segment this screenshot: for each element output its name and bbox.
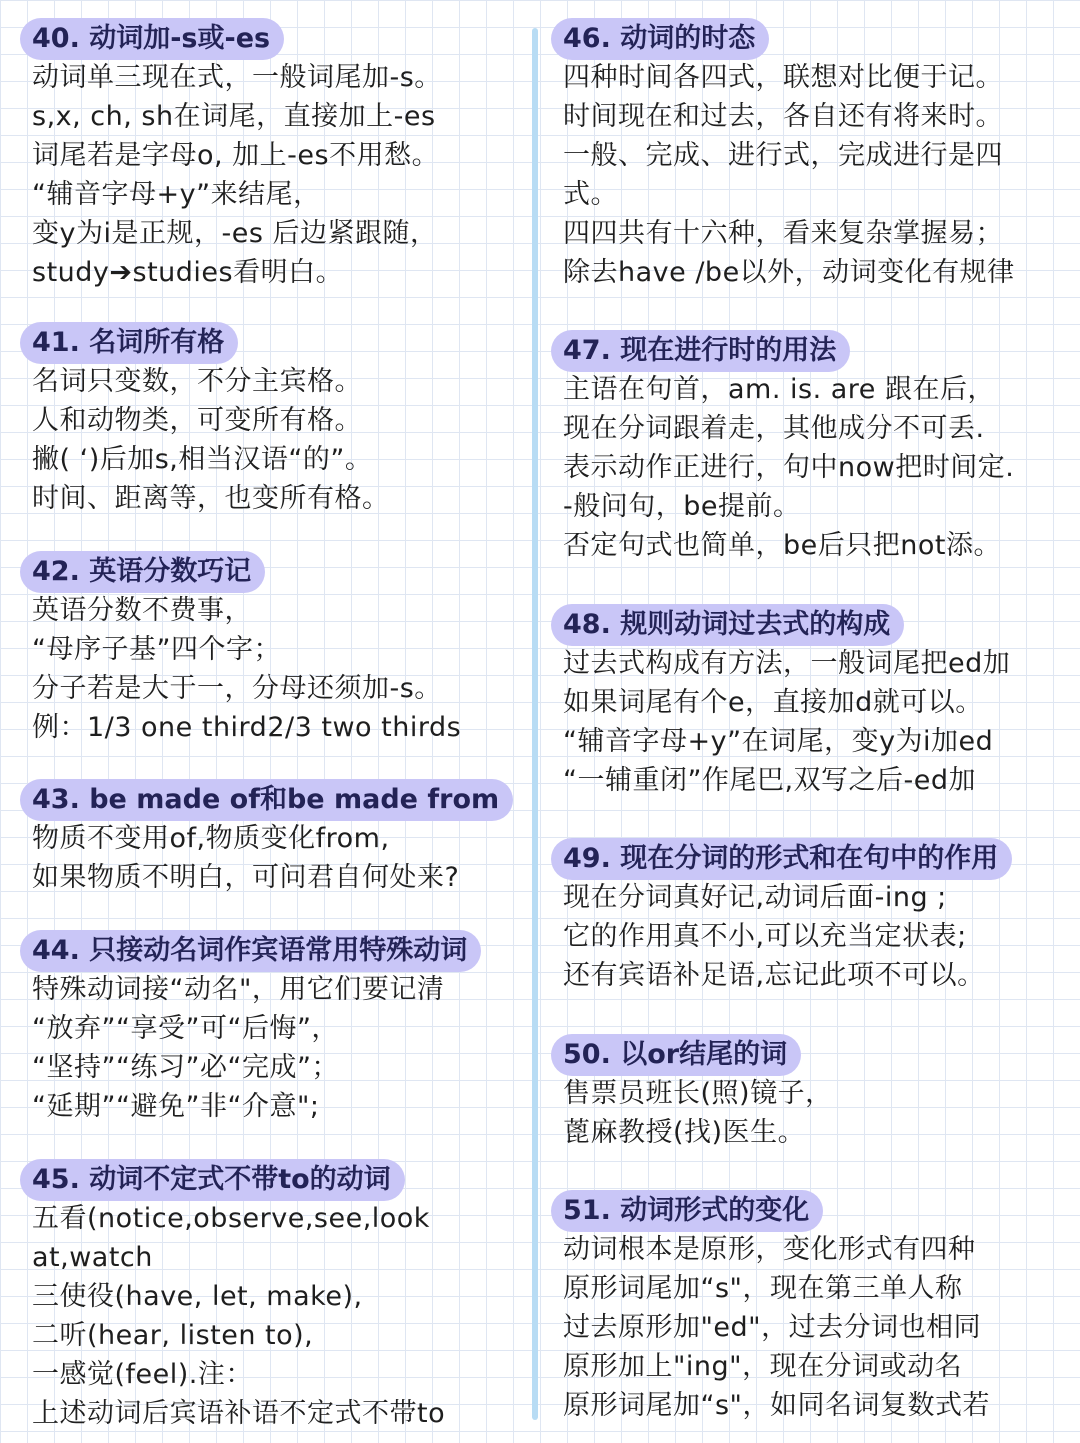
section-line: 主语在句首，am. is. are 跟在后， <box>563 374 995 405</box>
section-line: 例：1/3 one third2/3 two thirds <box>32 712 462 743</box>
section-line: “辅音字母+y”在词尾，变y为i加ed <box>563 726 994 757</box>
section-line: 现在分词真好记,动词后面-ing ; <box>563 882 947 913</box>
section-line: 名词只变数，不分主宾格。 <box>32 366 362 397</box>
section-title: 46. 动词的时态 <box>551 18 769 60</box>
section-line: at,watch <box>32 1242 153 1273</box>
section-line: 除去have /be以外，动词变化有规律 <box>563 257 1015 288</box>
section-line: 还有宾语补足语,忘记此项不可以。 <box>563 960 985 991</box>
section-line: 三使役(have, let, make), <box>32 1281 363 1312</box>
section-line: study➔studies看明白。 <box>32 257 344 288</box>
section-title: 48. 规则动词过去式的构成 <box>551 604 904 646</box>
section-title: 47. 现在进行时的用法 <box>551 330 850 372</box>
section-line: 人和动物类，可变所有格。 <box>32 405 362 436</box>
section-line: 二听(hear, listen to), <box>32 1320 314 1351</box>
section-line: 分子若是大于一，分母还须加-s。 <box>32 673 442 704</box>
column-divider <box>532 28 538 1420</box>
section-line: “放弃”“享受”可“后悔”， <box>32 1013 339 1044</box>
section-line: “延期”“避免”非“介意"; <box>32 1091 320 1122</box>
section-line: 过去式构成有方法，一般词尾把ed加 <box>563 648 1011 679</box>
section-line: s,x, ch, sh在词尾，直接加上-es <box>32 101 436 132</box>
section-line: 词尾若是字母o, 加上-es不用愁。 <box>32 140 440 171</box>
section-line: 如果物质不明白，可问君自何处来? <box>32 862 460 893</box>
section-line: 英语分数不费事， <box>32 595 252 626</box>
section-line: -般问句，be提前。 <box>563 491 801 522</box>
section-line: 它的作用真不小,可以充当定状表; <box>563 921 967 952</box>
section-line: 四种时间各四式，联想对比便于记。 <box>563 62 1003 93</box>
section-line: “辅音字母+y”来结尾， <box>32 179 321 210</box>
section-line: 动词根本是原形，变化形式有四种 <box>563 1234 976 1265</box>
section-line: 现在分词跟着走，其他成分不可丢. <box>563 413 985 444</box>
section-line: 四四共有十六种，看来复杂掌握易； <box>563 218 1003 249</box>
section-line: 过去原形加"ed"，过去分词也相同 <box>563 1312 982 1343</box>
section-title: 40. 动词加-s或-es <box>20 18 284 60</box>
section-title: 49. 现在分词的形式和在句中的作用 <box>551 838 1012 880</box>
section-line: 如果词尾有个e，直接加d就可以。 <box>563 687 983 718</box>
section-line: 否定句式也简单，be后只把not添。 <box>563 530 1001 561</box>
section-line: 售票员班长(照)镜子， <box>563 1078 833 1109</box>
section-line: 变y为i是正规，-es 后边紧跟随， <box>32 218 438 249</box>
section-line: 一感觉(feel).注： <box>32 1359 253 1390</box>
section-title: 42. 英语分数巧记 <box>20 551 265 593</box>
section-line: 时间、距离等，也变所有格。 <box>32 483 390 514</box>
section-line: 动词单三现在式，一般词尾加-s。 <box>32 62 442 93</box>
section-line: 蓖麻教授(找)医生。 <box>563 1117 806 1148</box>
section-title: 41. 名词所有格 <box>20 322 238 364</box>
section-line: 特殊动词接“动名"，用它们要记清 <box>32 974 445 1005</box>
section-line: 一般、完成、进行式，完成进行是四 <box>563 140 1003 171</box>
section-line: 原形词尾加“s"，现在第三单人称 <box>563 1273 963 1304</box>
section-title: 44. 只接动名词作宾语常用特殊动词 <box>20 930 481 972</box>
section-line: 原形词尾加“s"，如同名词复数式若 <box>563 1390 990 1421</box>
section-line: “母序子基”四个字； <box>32 634 281 665</box>
section-line: 物质不变用of,物质变化from, <box>32 823 390 854</box>
section-line: 五看(notice,observe,see,look <box>32 1203 430 1234</box>
section-title: 45. 动词不定式不带to的动词 <box>20 1159 405 1201</box>
section-line: “坚持”“练习”必“完成”； <box>32 1052 339 1083</box>
section-title: 51. 动词形式的变化 <box>551 1190 823 1232</box>
section-line: 撇( ‘)后加s,相当汉语“的”。 <box>32 444 373 475</box>
section-line: 式。 <box>563 179 618 210</box>
section-line: 原形加上"ing"，现在分词或动名 <box>563 1351 963 1382</box>
section-line: 时间现在和过去，各自还有将来时。 <box>563 101 1003 132</box>
section-line: 上述动词后宾语补语不定式不带to <box>32 1398 446 1429</box>
section-line: “一辅重闭”作尾巴,双写之后-ed加 <box>563 765 977 796</box>
section-title: 50. 以or结尾的词 <box>551 1034 801 1076</box>
section-line: 表示动作正进行，句中now把时间定. <box>563 452 1015 483</box>
section-title: 43. be made of和be made from <box>20 779 513 821</box>
